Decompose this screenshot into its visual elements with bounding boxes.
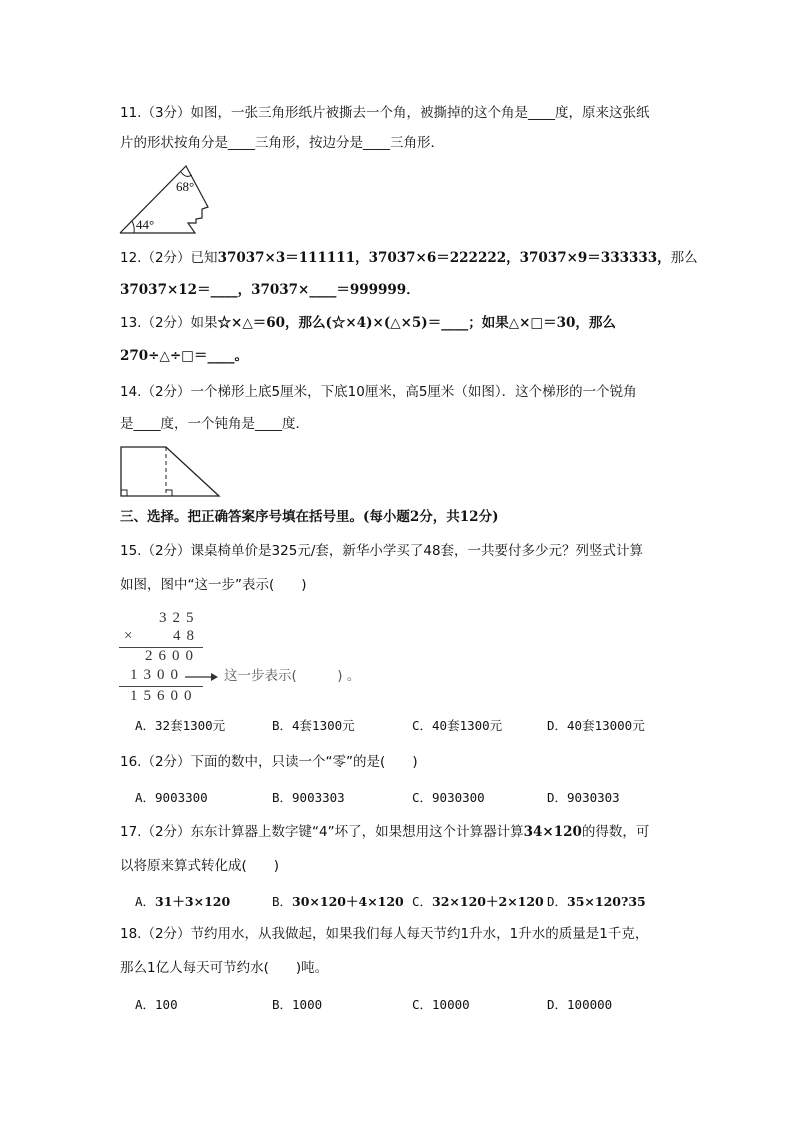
option-text: 32×120＋2×120 (432, 894, 544, 909)
section-3-title: 三、选择。把正确答案序号填在括号里。(每小题2分，共12分) (120, 509, 499, 525)
q18-line1: 18.（2分）节约用水，从我做起，如果我们每人每天节约1升水，1升水的质量是1千克， (120, 926, 649, 942)
option-text: 30×120＋4×120 (292, 894, 404, 909)
option-text: 35×120?35 (567, 894, 646, 909)
q18-option-b[interactable]: B．1000 (272, 997, 323, 1012)
q12-suffix: 那么 (670, 250, 698, 266)
q18-line2: 那么1亿人每天可节约水( )吨。 (120, 960, 329, 976)
option-text: 31＋3×120 (155, 894, 231, 909)
q17-line1 (120, 823, 649, 841)
q14-line1: 14.（2分）一个梯形上底5厘米，下底10厘米，高5厘米（如图）．这个梯形的一个锐角 (120, 384, 637, 400)
q18-option-d[interactable]: D．100000 (547, 997, 613, 1012)
option-label: C． (412, 894, 433, 909)
q17-line2: 以将原来算式转化成( ) (120, 858, 280, 874)
q18-option-c[interactable]: C．10000 (412, 997, 470, 1012)
q14-line2: 是____度，一个钝角是____度． (120, 416, 309, 432)
q16-option-a[interactable]: A．9003300 (135, 790, 208, 805)
q16-option-d[interactable]: D．9030303 (547, 790, 620, 805)
q15-option-b[interactable]: B．4套1300元 (272, 718, 355, 733)
q17-option-d[interactable] (547, 893, 646, 911)
arrow-icon (185, 670, 219, 684)
torn-triangle-figure (118, 163, 218, 235)
q13-line2: 270÷△÷□＝____。 (120, 348, 248, 364)
angle-68-label: 68° (176, 179, 195, 194)
q12-line2: 37037×12＝____，37037×____＝999999． (120, 282, 420, 298)
q17-math: 34×120 (523, 824, 582, 840)
q15-option-c[interactable]: C．40套1300元 (412, 718, 503, 733)
calc-row5: 15600 (130, 688, 198, 704)
q15-line1: 15.（2分）课桌椅单价是325元/套，新华小学买了48套，一共要付多少元？列竖式计算 (120, 543, 644, 559)
q13-prefix: 13.（2分）如果 (120, 315, 218, 331)
q17-option-b[interactable] (272, 893, 404, 911)
calc-row4: 1300 (130, 667, 184, 683)
calc-times-sign: × (124, 628, 139, 644)
q13-math: ☆×△＝60，那么(☆×4)×(△×5)＝____；如果△×□＝30，那么 (217, 315, 616, 331)
q11-line2: 片的形状按角分是____三角形，按边分是____三角形． (120, 135, 444, 151)
calc-row2: 48 (173, 628, 200, 644)
q17-option-a[interactable] (135, 893, 230, 911)
q12-line1 (120, 249, 698, 267)
q16-option-c[interactable]: C．9030300 (412, 790, 485, 805)
option-label: A． (135, 894, 156, 909)
q15-line2: 如图，图中“这一步”表示( ) (120, 577, 307, 593)
calc-note: 这一步表示( ) 。 (224, 668, 361, 684)
q12-math: 37037×3＝111111，37037×6＝222222，37037×9＝333333， (217, 250, 671, 266)
option-label: B． (272, 894, 293, 909)
q15-option-a[interactable]: A．32套1300元 (135, 718, 226, 733)
q11-line1: 11.（3分）如图，一张三角形纸片被撕去一个角，被撕掉的这个角是____度，原来这张纸 (120, 105, 650, 121)
q12-prefix: 12.（2分）已知 (120, 250, 218, 266)
angle-44-label: 44° (136, 217, 155, 232)
q15-option-d[interactable]: D．40套13000元 (547, 718, 645, 733)
option-label: D． (547, 894, 568, 909)
calc-row1: 325 (159, 610, 200, 626)
q18-option-a[interactable]: A．100 (135, 997, 178, 1012)
q17-prefix: 17.（2分）东东计算器上数字键“4”坏了，如果想用这个计算器计算 (120, 824, 524, 840)
calc-row3: 2600 (145, 648, 199, 664)
q17-suffix: 的得数，可 (581, 824, 650, 840)
q16-line1: 16.（2分）下面的数中，只读一个“零”的是( ) (120, 754, 418, 770)
calc-line-2 (119, 686, 203, 687)
trapezoid-figure (118, 444, 224, 498)
q13-line1 (120, 314, 616, 332)
q17-option-c[interactable] (412, 893, 544, 911)
q16-option-b[interactable]: B．9003303 (272, 790, 345, 805)
